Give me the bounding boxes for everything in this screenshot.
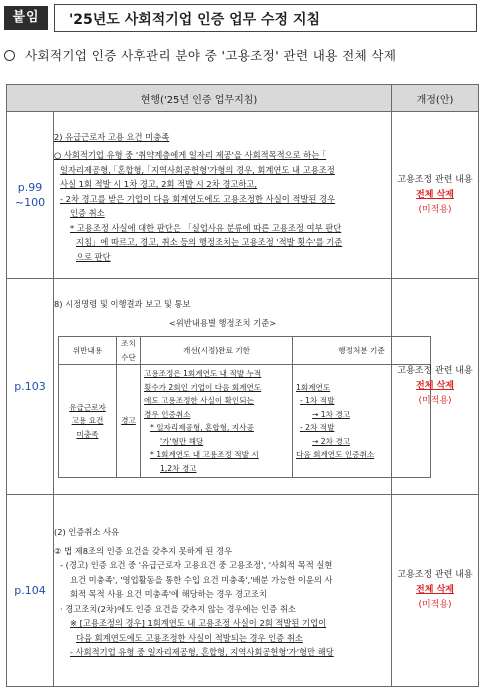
inner-header-penalty: 행정처분 기준 [293,337,431,365]
page-ref-text: p.104 [14,584,46,597]
current-content [54,112,392,279]
attachment-badge: 붙임 [4,6,48,30]
summary-line [4,46,396,64]
current-column-header: 현행('25년 인증 업무지침) [7,85,392,112]
revised-delete: 전체 삭제 [416,585,454,595]
inner-header-measure-1: 조치 [121,339,136,348]
inner-header-violation: 위반내용 [59,337,117,365]
inner-header-measure [117,337,141,365]
revised-note: 고용조정 관련 내용 [397,570,473,580]
deadline-line: '가'형만 해당 [160,436,204,446]
document-title: '25년도 사회적기업 인증 업무 수정 지침 [69,12,320,28]
rule-line: ○ 사회적기업 유형 중 '취약계층에게 일자리 제공'을 사회적목적으로 하는 ｢ [54,150,327,161]
rule-line: · 경고조치(2차)에도 인증 요건을 갖추지 않는 경우에는 인증 취소 [60,603,296,614]
rule-line: 으로 판단 [76,251,111,262]
revised-status: (미적용) [418,600,452,610]
rule-line: - 2차 경고를 받은 기업이 다음 회계연도에도 고용조정한 사실이 적발된 경우 [60,193,336,204]
section-heading: (2) 인증취소 사유 [54,527,120,538]
table-header-row [7,85,479,112]
rule-line: 다음 회계연도에도 고용조정한 사실이 적발되는 경우 인증 취소 [76,632,303,643]
rule-line: 요건 미충족', '영업활동을 통한 수입 요건 미충족','배분 가능한 이윤의 사 [70,574,333,585]
penalty-line: → 2차 경고 [312,436,351,446]
revised-delete: 전체 삭제 [416,381,454,391]
rule-line: 회적 목적 사용 요건 미충족'에 해당하는 경우 경고조치 [70,589,268,600]
section-heading: 2) 유급근로자 고용 요건 미충족 [54,131,170,142]
violation-line: 고용 요건 [71,416,104,426]
rule-line: - (경고) 인증 요건 중 '유급근로자 고용요건 중 고용조정', '사회적 목적 실현 [60,560,333,571]
revised-content [392,279,479,495]
deadline-line: 1,2차 경고 [160,463,197,473]
inner-header-row [59,337,431,365]
deadline-line: 고용조정은 1회계연도 내 적발 누적 [144,369,262,378]
current-content [54,279,392,495]
violation-line: 유급근로자 [69,402,106,412]
rule-line: ※ [고용조정의 경우] 1회계연도 내 고용조정 사실이 2회 적발된 기업이 [70,618,327,629]
penalty-line: → 1차 경고 [312,409,351,419]
deadline-line: * 일자리제공형, 혼합형, 지사공 [150,423,254,432]
revised-note: 고용조정 관련 내용 [397,366,473,376]
page-ref [7,495,54,687]
rule-line: - 사회적기업 유형 중 일자리제공형, 혼합형, 지역사회공헌형'가'형만 해당 [70,647,334,658]
table-row [7,112,479,279]
table-row [7,279,479,495]
rule-line: 인증 취소 [70,208,105,219]
page-ref-text: p.103 [14,380,46,393]
page-ref-text: p.99 ~100 [14,181,46,209]
inner-header-deadline: 개선(시정)완료 기한 [141,337,293,365]
measure-cell: 경고 [117,365,141,478]
revised-content [392,112,479,279]
revised-status: (미적용) [418,396,452,406]
rule-line: 지침」에 따르고, 경고, 취소 등의 행정조치는 고용조정 '적발 횟수'를 기준 [76,237,343,248]
revised-delete: 전체 삭제 [416,189,454,200]
rule-line: ② 법 제8조의 인증 요건을 갖추지 못하게 된 경우 [54,545,233,556]
circle-bullet-icon [4,50,15,61]
penalty-line: - 1차 적발 [300,396,335,405]
section-heading: 8) 시정명령 및 이행결과 보고 및 통보 [54,299,191,309]
rule-line: * 고용조정 사실에 대한 판단은 「실업사유 분류에 따른 고용조정 여부 판단 [70,222,342,233]
rule-line: 사실 1회 적발 시 1차 경고, 2회 적발 시 2차 경고하고, [60,179,258,190]
revised-note: 고용조정 관련 내용 [397,174,473,185]
penalty-line: 1회계연도 [296,382,331,392]
inner-header-measure-2: 수단 [121,352,136,362]
deadline-line: 에도 고용조정한 사실이 확인되는 [144,396,254,405]
page-ref [7,112,54,279]
document-header [0,4,484,34]
current-content [54,495,392,687]
deadline-line: 경우 인증취소 [144,409,191,419]
inner-row [59,365,431,478]
penalty-line: - 2차 적발 [300,423,335,432]
penalty-criteria-table [58,336,431,478]
title-box [54,4,477,32]
revision-table [6,84,479,687]
deadline-cell [141,365,293,478]
summary-text: 사회적기업 인증 사후관리 분야 중 '고용조정' 관련 내용 전체 삭제 [25,48,397,63]
penalty-line: 다음 회계연도 인증취소 [296,450,375,459]
page-ref [7,279,54,495]
revised-column-header: 개정(안) [392,85,479,112]
deadline-line: 횟수가 2회인 기업이 다음 회계연도 [144,382,262,392]
rule-line: 일자리제공형, ｢혼합형, ｢지역사회공헌형'가형의 경우, 회계연도 내 고용조정 [60,164,335,175]
revised-content [392,495,479,687]
subheading: <위반내용별 행정조치 기준> [168,317,277,328]
deadline-line: * 1회계연도 내 고용조정 적발 시 [150,450,259,459]
violation-cell [59,365,117,478]
violation-line: 미충족 [76,429,99,439]
table-row [7,495,479,687]
revised-status: (미적용) [418,204,452,215]
